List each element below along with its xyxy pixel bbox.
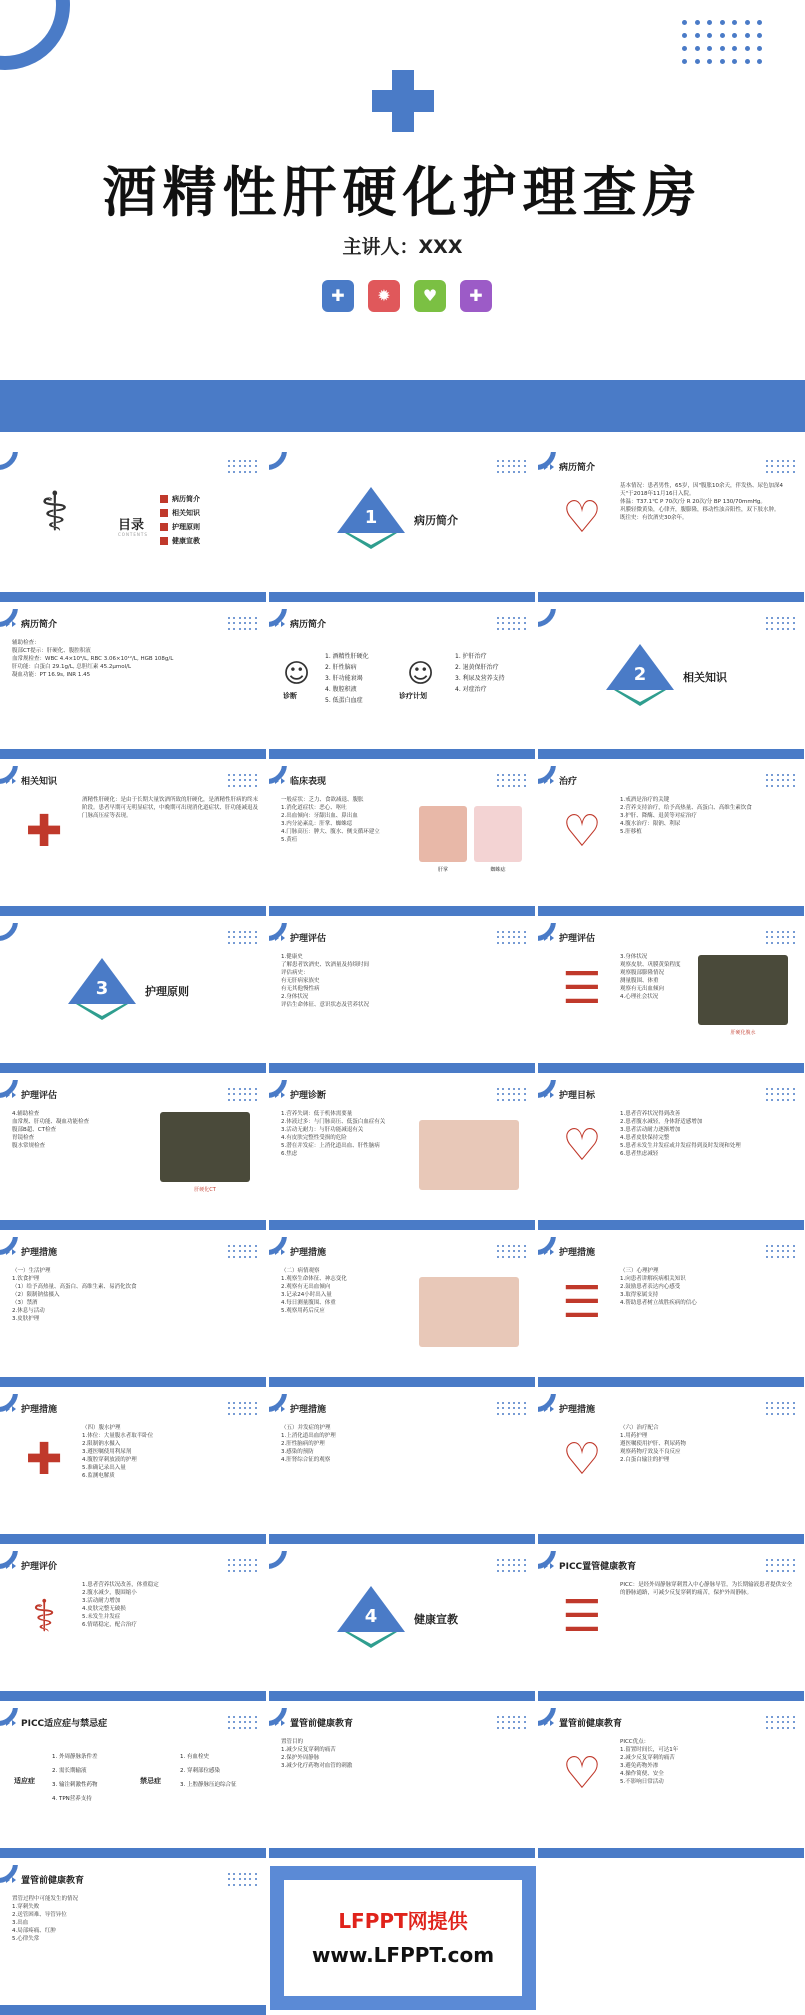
plan-item: 1. 护肝治疗: [455, 653, 487, 660]
slide-header-text: PICC适应症与禁忌症: [21, 1719, 108, 1729]
doctor-icon: ♡: [562, 806, 602, 857]
doctor-icon: ☰: [562, 1277, 602, 1328]
decor-dots: [497, 1402, 527, 1416]
slide-body-text: （一）生活护理 1.饮食护理 （1）给予高热量、高蛋白、高维生素、易消化饮食 （2）限制钠盐摄入 （3）禁酒 2.休息与活动 3.皮肤护理: [12, 1268, 137, 1322]
indications-label: 适应症: [14, 1777, 35, 1785]
medkit-icon: ✚: [460, 280, 492, 312]
nurse-icon: ☺: [407, 659, 435, 689]
slide-thumbnail[interactable]: [0, 1237, 266, 1387]
doctor-icon: ♡: [562, 1434, 602, 1485]
decor-dots: [228, 460, 258, 474]
decor-dots: [228, 1716, 258, 1730]
decor-dots: [497, 1245, 527, 1259]
illustration-image: [419, 1120, 519, 1190]
toc-item[interactable]: [160, 522, 200, 532]
slide-header-text: 护理目标: [559, 1091, 596, 1101]
section-triangle: [68, 958, 138, 1028]
slide-body-text: 1.戒酒是治疗的关键 2.营养支持治疗，给予高热量、高蛋白、高维生素饮食 3.护肝、降酶、退黄等对症治疗 4.腹水治疗：限钠、利尿 5.肝移植: [620, 797, 752, 835]
decor-dots: [228, 617, 258, 631]
slide-header-text: 病历简介: [21, 620, 58, 630]
slide-thumbnail[interactable]: [0, 1080, 266, 1230]
decor-dots: [228, 931, 258, 945]
toc-item-label: 健康宣教: [172, 537, 200, 545]
slide-header: [544, 1716, 622, 1729]
section-triangle: [606, 644, 676, 714]
slide-thumbnail[interactable]: [538, 923, 804, 1073]
decor-arc: [269, 1551, 287, 1569]
contraindications-label: 禁忌症: [140, 1777, 161, 1785]
toc-subtitle: CONTENTS: [118, 532, 148, 537]
slide-header-text: 护理措施: [290, 1405, 327, 1415]
decor-dots: [228, 1245, 258, 1259]
bullet-icon: [160, 495, 168, 503]
slide-header: [275, 1088, 326, 1101]
slide-body-text: 基本情况：患者男性，65岁，因"腹胀10余天，伴发热、尿色加深4天"于2018年11月16日入院。 体温：T37.1℃ P 70次/分 R 20次/分 BP 130/70mmHg。 巩膜轻微黄染，心律齐，腹膨隆，移动性浊音阳性，双下肢水肿。 既往史：有饮酒史30余年。: [620, 483, 784, 521]
watermark-line1: LFPPT网提供: [338, 1909, 468, 1933]
slide-body-text: 3.身体状况 观察皮肤、巩膜黄染程度 观察腹部膨隆情况 测量腹围、体重 观察有无出血倾向 4.心理社会状况: [620, 954, 681, 1000]
slide-thumbnail[interactable]: [538, 1551, 804, 1701]
slide-header: [275, 774, 326, 787]
toc-item[interactable]: [160, 494, 200, 504]
slide-thumbnail[interactable]: [269, 766, 535, 916]
slide-body-text: 1.营养失调：低于机体需要量 2.体液过多：与门脉高压、低蛋白血症有关 3.活动无耐力：与肝功能减退有关 4.有皮肤完整性受损的危险 5.潜在并发症：上消化道出血、肝性脑病 6.焦虑: [281, 1111, 386, 1157]
slide-body-text: 4.辅助检查 血常规、肝功能、凝血功能检查 腹部B超、CT检查 胃镜检查 腹水常规检查: [12, 1111, 90, 1149]
plan-item: 4. 对症治疗: [455, 686, 487, 693]
slide-header-text: 临床表现: [290, 777, 327, 787]
slide-thumbnail[interactable]: [0, 1708, 266, 1858]
slide-header: [544, 774, 577, 787]
slide-thumbnail[interactable]: [538, 1237, 804, 1387]
slide-thumbnail[interactable]: [538, 1708, 804, 1858]
slide-body-text: （三）心理护理 1.向患者讲解疾病相关知识 2.鼓励患者表达内心感受 3.取得家属支持 4.帮助患者树立战胜疾病的信心: [620, 1268, 697, 1306]
slide-header: [6, 1716, 107, 1729]
slide-header-text: 置管前健康教育: [21, 1876, 85, 1886]
decor-dots: [497, 1559, 527, 1573]
diagnosis-item: 5. 低蛋白血症: [325, 697, 363, 704]
slide-body-text: 1.健康史 了解患者饮酒史、饮酒量及持续时间 评估病史： 有无肝病家族史 有无其他慢性病 2.身体状况 评估生命体征、意识状态及营养状况: [281, 954, 370, 1008]
toc-item[interactable]: [160, 536, 200, 546]
toc-item-label: 病历简介: [172, 495, 200, 503]
slide-thumbnail[interactable]: [0, 1865, 266, 2015]
decor-dots: [766, 460, 796, 474]
slide-header: [6, 1559, 57, 1572]
diagnosis-item: 2. 肝性脑病: [325, 664, 357, 671]
slide-header-text: 护理措施: [290, 1248, 327, 1258]
slide-thumbnail[interactable]: [269, 1080, 535, 1230]
medkit-icon: ✚: [25, 806, 63, 857]
section-title: 相关知识: [683, 671, 727, 684]
slide-thumbnail[interactable]: [269, 1708, 535, 1858]
slide-thumbnail[interactable]: [0, 923, 266, 1073]
bullet-icon: [160, 523, 168, 531]
plan-item: 2. 退黄保肝治疗: [455, 664, 499, 671]
decor-dots: [682, 20, 766, 68]
decor-dots: [766, 1559, 796, 1573]
slide-body-text: PICC：是经外周静脉穿刺置入中心静脉导管，为长期输液患者提供安全的静脉通路，可减少反复穿刺的痛苦，保护外周静脉。: [620, 1582, 793, 1596]
medkit-icon: ✚: [25, 1434, 63, 1485]
diagnosis-item: 4. 腹腔积液: [325, 686, 357, 693]
plan-label: 诊疗计划: [399, 692, 427, 700]
decor-dots: [228, 774, 258, 788]
plan-item: 3. 利尿及营养支持: [455, 675, 505, 682]
doctor-icon: ☺: [283, 659, 311, 689]
photo-caption: 肝掌: [437, 867, 448, 873]
slide-body-text: （四）腹水护理 1.体位：大量腹水者取半卧位 2.限制钠水摄入 3.遵医嘱使用利尿剂 4.腹腔穿刺放液的护理 5.准确记录出入量 6.监测电解质: [82, 1425, 154, 1479]
slide-header: [544, 460, 595, 473]
slide-header: [6, 617, 57, 630]
slide-header: [544, 1245, 595, 1258]
diagnosis-item: 3. 肝功能衰竭: [325, 675, 363, 682]
doctor-icon: ♡: [562, 492, 602, 543]
slide-header-text: 相关知识: [21, 777, 58, 787]
slide-body-text: PICC优点： 1.留置时间长，可达1年 2.减少反复穿刺的痛苦 3.避免药物外渗 4.操作简便、安全 5.不影响日常活动: [620, 1739, 679, 1785]
slide-thumbnail[interactable]: [0, 452, 266, 602]
slide-body-text: 1.患者营养状况改善，体重稳定 2.腹水减少，腹围缩小 3.活动耐力增加 4.皮肤完整无破损 5.未发生并发症 6.情绪稳定，配合治疗: [82, 1582, 159, 1628]
toc-item-label: 相关知识: [172, 509, 200, 517]
slide-header: [544, 1559, 636, 1572]
decor-arc: [0, 923, 18, 941]
toc-item-label: 护理原则: [172, 523, 200, 531]
photo-caption: 肝硬化腹水: [730, 1030, 756, 1036]
slide-header: [544, 1088, 595, 1101]
slide-header-text: 护理措施: [21, 1248, 58, 1258]
slide-header: [544, 931, 595, 944]
photo-caption: 肝硬化CT: [194, 1187, 216, 1193]
slide-header: [275, 617, 326, 630]
bullet-icon: [160, 509, 168, 517]
slide-header-text: 护理措施: [559, 1248, 596, 1258]
contraindication-item: 1. 有血栓史: [180, 1754, 210, 1760]
pill-icon: ✚: [322, 280, 354, 312]
section-triangle: [337, 487, 407, 557]
slide-body-text: 辅助检查： 腹部CT提示：肝硬化、腹腔积液 血常规检查：WBC 4.4×10⁹/L, RBC 3.06×10¹²/L, HGB 108g/L 肝功能：白蛋白 29.1g/L, 总胆红素 45.2μmol/L 凝血功能：PT 16.9s, INR 1.45: [12, 640, 174, 678]
toc-item[interactable]: [160, 508, 200, 518]
section-number: 3: [95, 978, 109, 999]
doctor-icon: ♡: [562, 1748, 602, 1799]
slide-body-text: （五）并发症的护理 1.上消化道出血的护理 2.肝性脑病的护理 3.感染的预防 4.肝肾综合征的观察: [281, 1425, 336, 1463]
slide-header-text: 护理评估: [559, 934, 596, 944]
slide-body-text: （二）病情观察 1.观察生命体征、神志变化 2.观察有无出血倾向 3.记录24小时出入量 4.每日测量腹围、体重 5.观察用药后反应: [281, 1268, 347, 1314]
slide-header-text: 病历简介: [559, 463, 596, 473]
toc-title: 目录: [118, 518, 145, 533]
slide-header: [544, 1402, 595, 1415]
presenter: 主讲人：XXX: [342, 236, 463, 258]
virus-icon: ✹: [368, 280, 400, 312]
section-title: 病历简介: [414, 514, 458, 527]
slide-header-text: 护理措施: [21, 1405, 58, 1415]
decor-dots: [766, 617, 796, 631]
section-triangle: [337, 1586, 407, 1656]
slide-header-text: 治疗: [559, 777, 578, 787]
illustration-image: [419, 1277, 519, 1347]
section-number: 1: [364, 507, 378, 528]
slide-thumbnail[interactable]: [269, 1551, 535, 1701]
decor-dots: [766, 1716, 796, 1730]
slide-body-text: 置管目的 1.减少反复穿刺的痛苦 2.保护外周静脉 3.减少化疗药物对血管的刺激: [281, 1739, 353, 1769]
slide-header-text: 护理措施: [559, 1405, 596, 1415]
slide-header: [6, 1088, 57, 1101]
indication-item: 4. TPN营养支持: [52, 1796, 92, 1802]
section-title: 护理原则: [145, 985, 189, 998]
indication-item: 3. 输注刺激性药物: [52, 1782, 98, 1788]
decor-dots: [766, 774, 796, 788]
doctor-icon: ♡: [562, 1120, 602, 1171]
contraindication-item: 3. 上腔静脉压迫综合征: [180, 1782, 237, 1788]
heart-monitor-icon: ♥: [414, 280, 446, 312]
slide-header: [275, 931, 326, 944]
slide-body-text: 置管过程中可能发生的情况 1.穿刺失败 2.送管困难、导管异位 3.出血 4.局部疼痛、红肿 5.心律失常: [12, 1896, 79, 1942]
slide-thumbnail[interactable]: [269, 1394, 535, 1544]
slide-header: [275, 1402, 326, 1415]
decor-dots: [228, 1402, 258, 1416]
decor-arc: [538, 609, 556, 627]
slide-body-text: 一般症状：乏力、食欲减退、腹胀 1.消化道症状：恶心、呕吐 2.出血倾向：牙龈出血、鼻出血 3.内分泌紊乱：肝掌、蜘蛛痣 4.门脉高压：脾大、腹水、侧支循环建立 5.黄疸: [281, 797, 380, 843]
slide-body-text: 酒精性肝硬化：是由于长期大量饮酒所致的肝硬化，是酒精性肝病的终末阶段。患者早期可无明显症状，中晚期可出现消化道症状、肝功能减退及门脉高压症等表现。: [82, 797, 259, 819]
decor-arc: [269, 452, 287, 470]
slide-header: [6, 1402, 57, 1415]
indication-item: 1. 外周静脉条件差: [52, 1754, 98, 1760]
slide-header-text: 病历简介: [290, 620, 327, 630]
slide-thumbnail[interactable]: [269, 452, 535, 602]
doctor-icon: ☰: [562, 1591, 602, 1642]
section-number: 2: [633, 664, 647, 685]
stethoscope-icon: ⚕: [40, 480, 70, 543]
decor-dots: [228, 1088, 258, 1102]
slide-body-text: 1.患者营养状况得到改善 2.患者腹水减轻，身体舒适感增加 3.患者活动耐力逐渐增加 4.患者皮肤保持完整 5.患者未发生并发症或并发症得到及时发现和处理 6.患者焦虑减轻: [620, 1111, 741, 1157]
slide-thumbnail[interactable]: [538, 1394, 804, 1544]
contraindication-item: 2. 穿刺部位感染: [180, 1768, 221, 1774]
slide-thumbnail[interactable]: [538, 452, 804, 602]
slide-header-text: 置管前健康教育: [290, 1719, 354, 1729]
decor-dots: [497, 774, 527, 788]
decor-dots: [497, 460, 527, 474]
decor-dots: [497, 1716, 527, 1730]
indication-item: 2. 需长期输液: [52, 1768, 87, 1774]
decor-dots: [766, 1402, 796, 1416]
symptom-photo: [474, 806, 522, 862]
decor-dots: [497, 931, 527, 945]
slide-header-text: 护理评估: [21, 1091, 58, 1101]
section-number: 4: [364, 1606, 378, 1627]
decor-dots: [766, 931, 796, 945]
decor-dots: [228, 1559, 258, 1573]
photo-caption: 蜘蛛痣: [490, 867, 506, 873]
slide-thumbnail[interactable]: [0, 1551, 266, 1701]
slide-thumbnail[interactable]: [0, 609, 266, 759]
slide-header: [275, 1716, 353, 1729]
decor-arc: [0, 452, 18, 470]
slide-header-text: 护理诊断: [290, 1091, 327, 1101]
watermark-line2: www.LFPPT.com: [311, 1943, 495, 1967]
slide-header: [275, 1245, 326, 1258]
section-title: 健康宣教: [414, 1613, 458, 1626]
decor-dots: [497, 1088, 527, 1102]
slide-header-text: 护理评价: [21, 1562, 58, 1572]
slide-header-text: 护理评估: [290, 934, 327, 944]
medkit-icon: ⚕: [32, 1591, 56, 1642]
slide-thumbnail[interactable]: [269, 609, 535, 759]
slide-thumbnail[interactable]: [538, 766, 804, 916]
medical-photo: [160, 1112, 250, 1182]
cover-icons: [322, 280, 492, 312]
symptom-photo: [419, 806, 467, 862]
slide-thumbnail[interactable]: [538, 609, 804, 759]
slide-header: [6, 1873, 84, 1886]
slide-header: [6, 774, 57, 787]
cover-band: [0, 380, 805, 432]
cover-title: 酒精性肝硬化护理查房: [102, 161, 703, 224]
decor-arc: [0, 0, 70, 70]
slide-thumbnail[interactable]: [269, 1237, 535, 1387]
slide-thumbnail[interactable]: [0, 766, 266, 916]
slide-thumbnail[interactable]: [538, 1080, 804, 1230]
decor-dots: [766, 1245, 796, 1259]
diagnosis-label: 诊断: [283, 692, 297, 700]
bullet-icon: [160, 537, 168, 545]
slide-thumbnail[interactable]: [269, 923, 535, 1073]
decor-dots: [497, 617, 527, 631]
diagnosis-item: 1. 酒精性肝硬化: [325, 653, 369, 660]
slide-header-text: PICC置管健康教育: [559, 1562, 637, 1572]
decor-dots: [766, 1088, 796, 1102]
cover-slide: [0, 0, 805, 380]
doctor-icon: ☰: [562, 963, 602, 1014]
slide-header-text: 置管前健康教育: [559, 1719, 623, 1729]
decor-dots: [228, 1873, 258, 1887]
slide-thumbnail[interactable]: [0, 1394, 266, 1544]
slide-body-text: （六）治疗配合 1.用药护理 遵医嘱使用护肝、利尿药物 观察药物疗效及不良反应 2.白蛋白输注的护理: [620, 1425, 687, 1463]
watermark-panel: [270, 1866, 536, 2010]
slide-header: [6, 1245, 57, 1258]
